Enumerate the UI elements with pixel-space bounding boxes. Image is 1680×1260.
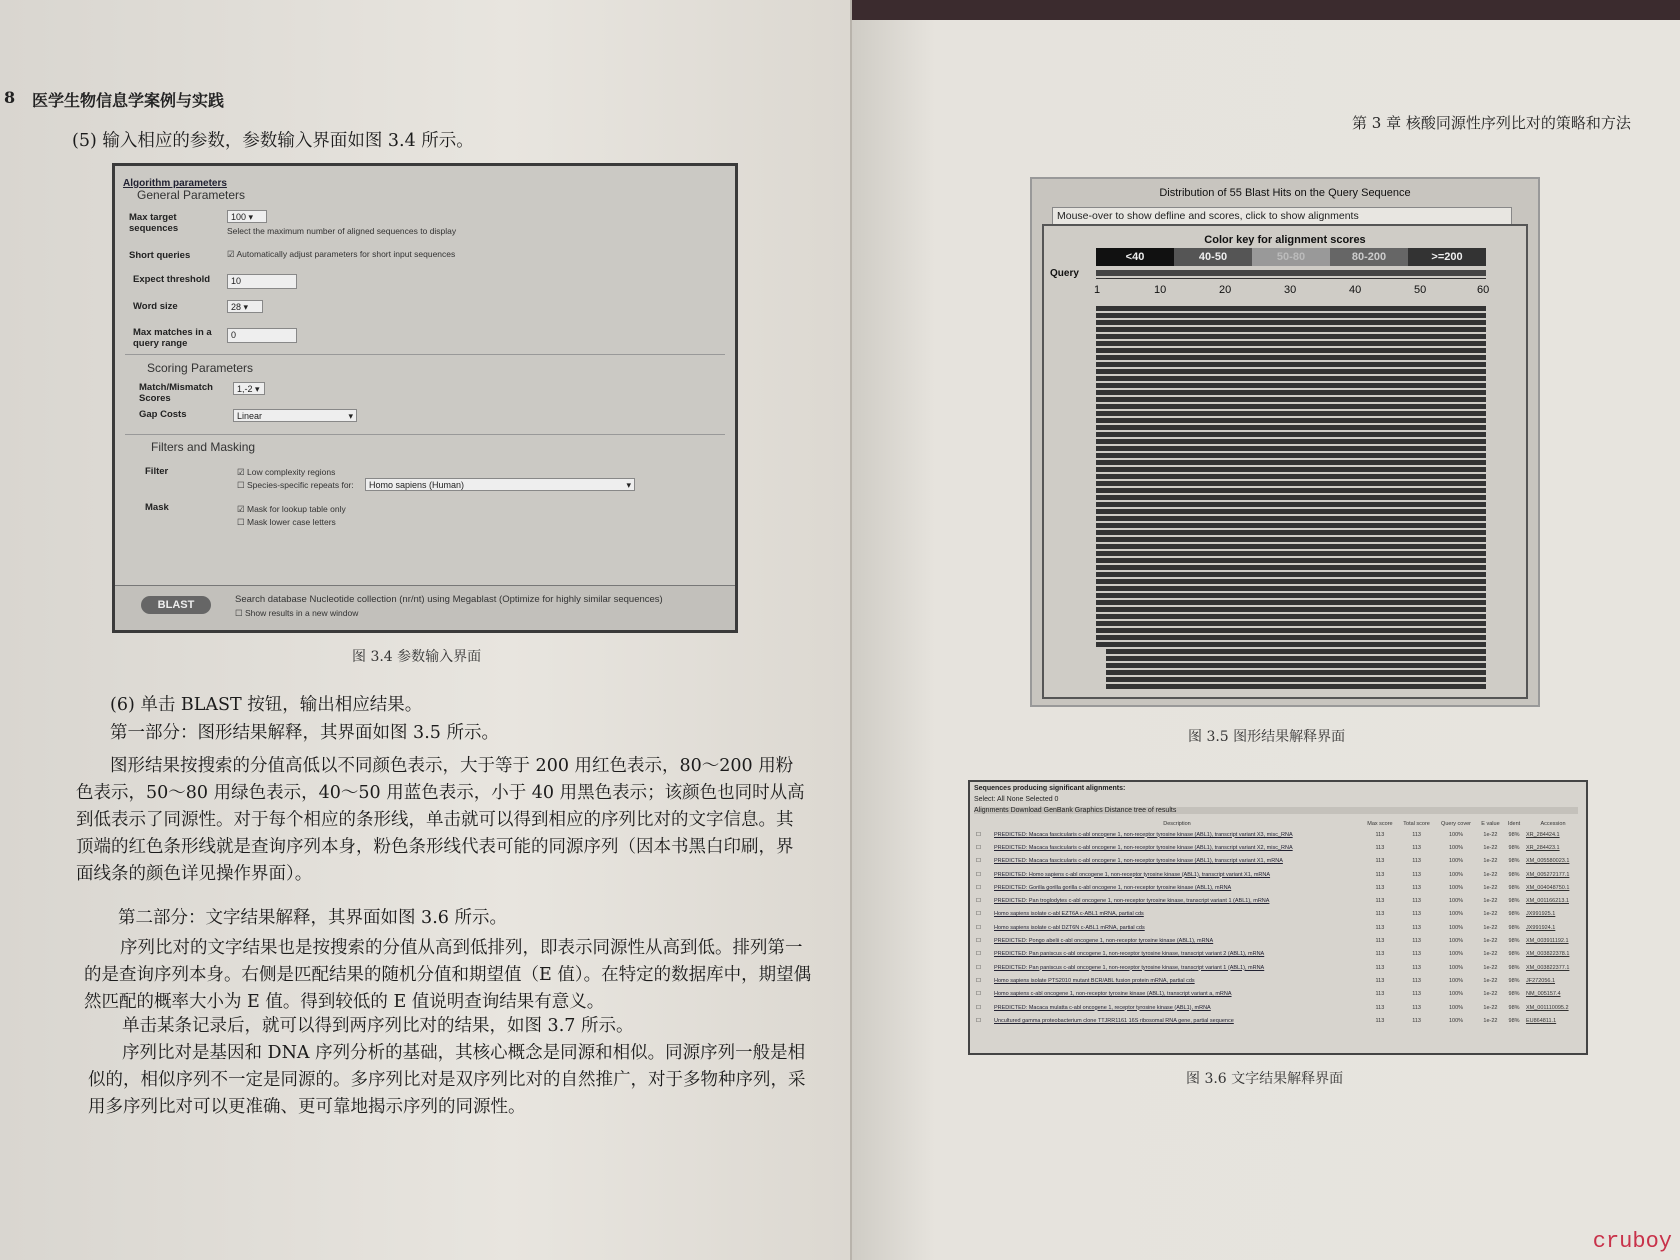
row-checkbox[interactable]: ☐ [976, 871, 981, 878]
row-checkbox[interactable]: ☐ [976, 884, 981, 891]
hit-bar[interactable] [1096, 306, 1486, 311]
hit-bar[interactable] [1096, 509, 1486, 514]
hit-bar[interactable] [1096, 397, 1486, 402]
table-cell: 113 [1375, 991, 1385, 998]
table-row[interactable] [974, 828, 1582, 841]
table-cell: 98% [1508, 831, 1520, 838]
query-label: Query [1050, 268, 1079, 279]
hit-bar[interactable] [1096, 495, 1486, 500]
hit-bar[interactable] [1096, 362, 1486, 367]
hit-bar[interactable] [1096, 565, 1486, 570]
row-checkbox[interactable]: ☐ [976, 964, 981, 971]
mask-lowercase-checkbox[interactable]: ☐ Mask lower case letters [237, 517, 336, 527]
hit-bar[interactable] [1096, 341, 1486, 346]
description-link[interactable]: PREDICTED: Pan paniscus c-abl oncogene 1, non-receptor tyrosine kinase, transcript variant 1 (ABL1), mRNA [994, 964, 1265, 971]
table-cell: 100% [1449, 1017, 1464, 1024]
description-link[interactable]: PREDICTED: Pan troglodytes c-abl oncogene 1, non-receptor tyrosine kinase, transcript variant 1 (ABL1), mRNA [994, 898, 1270, 905]
color-key-title: Color key for alignment scores [1204, 234, 1366, 246]
table-row[interactable] [974, 868, 1582, 881]
table-cell: 113 [1412, 938, 1421, 945]
table-cell: 113 [1412, 911, 1421, 918]
word-size-label: Word size [133, 301, 178, 312]
table-cell: 1e-22 [1483, 831, 1498, 838]
description-link[interactable]: PREDICTED: Macaca fascicularis c-abl oncogene 1, non-receptor tyrosine kinase (ABL1), transcript variant X2, misc_RNA [994, 844, 1293, 851]
word-size-select[interactable]: 28 ▾ [227, 300, 263, 313]
table-cell: 100% [1449, 871, 1464, 878]
hit-bar[interactable] [1096, 327, 1486, 332]
algorithm-parameters-header[interactable]: Algorithm parameters [123, 178, 227, 189]
tick-label: 10 [1154, 284, 1167, 296]
table-cell: 113 [1412, 884, 1421, 891]
table-cell: 100% [1449, 884, 1464, 891]
hit-bar[interactable] [1096, 439, 1486, 444]
row-checkbox[interactable]: ☐ [976, 951, 981, 958]
hit-bar[interactable] [1096, 411, 1486, 416]
table-row[interactable] [974, 961, 1582, 974]
hit-bar[interactable] [1096, 537, 1486, 542]
part1-text: 第一部分：图形结果解释，其界面如图 3.5 所示。 [110, 723, 499, 743]
table-cell: 113 [1412, 831, 1421, 838]
hit-bar[interactable] [1096, 432, 1486, 437]
species-repeats-checkbox[interactable]: ☐ Species-specific repeats for: [237, 480, 354, 490]
table-row[interactable] [974, 881, 1582, 894]
search-database-text: Search database Nucleotide collection (nr/nt) using Megablast (Optimize for highly similar sequences) [235, 594, 663, 605]
table-cell: 113 [1375, 858, 1385, 865]
table-cell: 113 [1412, 924, 1421, 931]
table-row[interactable] [974, 855, 1582, 868]
hit-bar[interactable] [1096, 453, 1486, 458]
row-checkbox[interactable]: ☐ [976, 1004, 981, 1011]
part2-text: 第二部分：文字结果解释，其界面如图 3.6 所示。 [118, 908, 507, 928]
hit-bar[interactable] [1096, 383, 1486, 388]
table-row[interactable] [974, 934, 1582, 947]
hit-bar[interactable] [1096, 369, 1486, 374]
table-row[interactable] [974, 894, 1582, 907]
select-line[interactable]: Select: All None Selected 0 [974, 796, 1059, 803]
figure-3-5-caption: 图 3.5 图形结果解释界面 [1188, 729, 1346, 745]
hit-bar[interactable] [1096, 418, 1486, 423]
table-cell: 100% [1449, 938, 1464, 945]
step6-text: (6) 单击 BLAST 按钮，输出相应结果。 [110, 695, 423, 715]
new-window-checkbox[interactable]: ☐ Show results in a new window [235, 608, 359, 618]
table-cell: 98% [1508, 858, 1520, 865]
table-cell: 113 [1412, 951, 1421, 958]
hit-bar[interactable] [1096, 376, 1486, 381]
description-link[interactable]: PREDICTED: Gorilla gorilla gorilla c-abl oncogene 1, non-receptor tyrosine kinase (ABL1), mRNA [994, 884, 1232, 891]
mouseover-hint: Mouse-over to show defline and scores, click to show alignments [1052, 207, 1512, 225]
hit-bar[interactable] [1096, 572, 1486, 577]
filter-label: Filter [145, 466, 169, 477]
hit-bar[interactable] [1106, 677, 1486, 682]
page-number: 8 [4, 88, 16, 107]
low-complexity-checkbox[interactable]: ☑ Low complexity regions [237, 467, 336, 477]
table-cell: 113 [1375, 898, 1385, 905]
description-link[interactable]: PREDICTED: Macaca fascicularis c-abl oncogene 1, non-receptor tyrosine kinase (ABL1), transcript variant X3, misc_RNA [994, 831, 1293, 838]
accession-link[interactable]: XM_005580023.1 [1525, 858, 1570, 865]
table-cell: 98% [1508, 911, 1520, 918]
row-checkbox[interactable]: ☐ [976, 831, 981, 838]
hit-bar[interactable] [1096, 635, 1486, 640]
scoring-parameters-title: Scoring Parameters [147, 361, 254, 375]
description-link[interactable]: Uncultured gamma proteobacterium clone TTJRR1161 16S ribosomal RNA gene, partial sequence [994, 1017, 1234, 1024]
max-target-select[interactable]: 100 ▾ [227, 210, 267, 223]
table-cell: 1e-22 [1483, 951, 1498, 958]
table-cell: 113 [1412, 898, 1421, 905]
row-checkbox[interactable]: ☐ [976, 844, 981, 851]
step5-text: (5) 输入相应的参数，参数输入界面如图 3.4 所示。 [72, 131, 474, 151]
table-cell: 113 [1375, 977, 1385, 984]
table-cell: 100% [1449, 991, 1464, 998]
hit-bar[interactable] [1096, 544, 1486, 549]
divider [125, 434, 725, 435]
table-cell: 113 [1412, 991, 1421, 998]
description-link[interactable]: PREDICTED: Pongo abelii c-abl oncogene 1, non-receptor tyrosine kinase (ABL1), mRNA [994, 938, 1214, 945]
table-cell: 1e-22 [1483, 1004, 1498, 1011]
table-row[interactable] [974, 841, 1582, 854]
accession-link[interactable]: XM_003822377.1 [1525, 964, 1570, 971]
hit-bar[interactable] [1096, 516, 1486, 521]
table-cell: 1e-22 [1483, 871, 1498, 878]
hit-bar[interactable] [1096, 474, 1486, 479]
col-ident: Ident [1507, 821, 1521, 827]
tick-label: 30 [1284, 284, 1297, 296]
mask-label: Mask [145, 502, 169, 513]
tick-label: 50 [1414, 284, 1427, 296]
table-cell: 113 [1375, 938, 1385, 945]
hit-bar[interactable] [1096, 355, 1486, 360]
accession-link[interactable]: XM_001166213.1 [1525, 898, 1569, 905]
accession-link[interactable]: XM_003911192.1 [1525, 938, 1569, 945]
hit-bar[interactable] [1106, 670, 1486, 675]
hit-bar[interactable] [1096, 404, 1486, 409]
col-query-cover: Query cover [1441, 821, 1472, 827]
para4-text: 序列比对是基因和 DNA 序列分析的基础，其核心概念是同源和相似。同源序列一般是相似的，相似序列不一定是同源的。多序列比对是双序列比对的自然推广，对于多物种序列，采用多序列比对可以更准确、更可靠地揭示序列的同源性。 [88, 1043, 806, 1117]
table-cell: 113 [1412, 871, 1421, 878]
max-target-label: Max target sequences [129, 212, 179, 234]
description-link[interactable]: Homo sapiens isolate PTS2010 mutant BCR/ABL fusion protein mRNA, partial cds [994, 977, 1195, 984]
accession-link[interactable]: JX991925.1 [1525, 911, 1556, 918]
table-cell: 98% [1508, 844, 1520, 851]
table-row[interactable] [974, 1001, 1582, 1014]
table-cell: 1e-22 [1483, 964, 1498, 971]
match-mismatch-select[interactable]: 1,-2 ▾ [233, 382, 265, 395]
hit-bar[interactable] [1096, 320, 1486, 325]
match-mismatch-label: Match/Mismatch Scores [139, 382, 213, 404]
figure-3-6-caption: 图 3.6 文字结果解释界面 [1186, 1071, 1344, 1087]
para1-text: 图形结果按搜索的分值高低以不同颜色表示，大于等于 200 用红色表示，80～200 用粉色表示，50～80 用绿色表示，40～50 用蓝色表示，小于 40 用黑色表示；该颜色也同时从高到低表示了同源性。对于每个相应的条形线，单击就可以得到相应的序列比对的文字信息。其顶端的红色条形线就是查询序列本身，粉色条形线代表可能的同源序列（因本书黑白印刷，界面线条的颜色详见操作界面）。 [76, 756, 805, 884]
col-e-value: E value [1481, 821, 1500, 827]
accession-link[interactable]: JX991924.1 [1525, 924, 1556, 931]
accession-link[interactable]: XR_284424.1 [1525, 831, 1560, 838]
key-gte200: >=200 [1408, 248, 1486, 266]
hit-bar[interactable] [1096, 390, 1486, 395]
table-row[interactable] [974, 948, 1582, 961]
table-cell: 98% [1508, 924, 1520, 931]
col-accession: Accession [1540, 821, 1566, 827]
table-cell: 113 [1375, 951, 1385, 958]
description-link[interactable]: Homo sapiens c-abl oncogene 1, non-receptor tyrosine kinase (ABL1), transcript variant a, mRNA [994, 991, 1232, 998]
species-select[interactable]: Homo sapiens (Human) ▾ [365, 478, 635, 491]
table-row[interactable] [974, 908, 1582, 921]
table-row[interactable] [974, 1014, 1582, 1027]
results-toolbar[interactable]: Alignments Download GenBank Graphics Distance tree of results [974, 807, 1578, 814]
hit-bar[interactable] [1096, 579, 1486, 584]
table-cell: 113 [1375, 871, 1385, 878]
row-checkbox[interactable]: ☐ [976, 1017, 981, 1024]
expect-threshold-label: Expect threshold [133, 274, 211, 285]
hit-bar[interactable] [1096, 313, 1486, 318]
table-cell: 1e-22 [1483, 898, 1498, 905]
hit-bar[interactable] [1096, 551, 1486, 556]
description-link[interactable]: PREDICTED: Macaca mulatta c-abl oncogene 1, receptor tyrosine kinase (ABL1), mRNA [994, 1004, 1211, 1011]
table-cell: 100% [1449, 924, 1464, 931]
table-cell: 1e-22 [1483, 1017, 1498, 1024]
distribution-title: Distribution of 55 Blast Hits on the Query Sequence [1159, 187, 1411, 199]
hit-bar[interactable] [1096, 600, 1486, 605]
key-50-80: 50-80 [1252, 248, 1330, 266]
accession-link[interactable]: EU864811.1 [1525, 1017, 1557, 1024]
short-queries-checkbox[interactable]: ☑ Automatically adjust parameters for short input sequences [227, 249, 456, 259]
accession-link[interactable]: XM_001110095.2 [1525, 1004, 1569, 1011]
table-cell: 98% [1508, 938, 1520, 945]
running-head-left: 医学生物信息学案例与实践 [32, 91, 225, 110]
algorithm-parameters-figure [112, 163, 738, 633]
description-link[interactable]: PREDICTED: Homo sapiens c-abl oncogene 1, non-receptor tyrosine kinase (ABL1), transcript variant X1, mRNA [994, 871, 1271, 878]
gap-costs-select[interactable]: Linear ▾ [233, 409, 357, 422]
row-checkbox[interactable]: ☐ [976, 938, 981, 945]
table-cell: 100% [1449, 831, 1464, 838]
row-checkbox[interactable]: ☐ [976, 898, 981, 905]
blast-hits-distribution-figure [1030, 177, 1540, 707]
col-description: Description [1163, 821, 1191, 827]
tick-label: 1 [1094, 284, 1101, 296]
table-cell: 113 [1412, 844, 1421, 851]
table-cell: 1e-22 [1483, 924, 1498, 931]
row-checkbox[interactable]: ☐ [976, 991, 981, 998]
hit-graphic-panel [1042, 224, 1528, 699]
table-cell: 100% [1449, 911, 1464, 918]
row-checkbox[interactable]: ☐ [976, 858, 981, 865]
axis-line [1096, 278, 1486, 279]
hit-bar[interactable] [1096, 628, 1486, 633]
hit-bar[interactable] [1096, 334, 1486, 339]
hit-bar[interactable] [1106, 649, 1486, 654]
accession-link[interactable]: XM_005272177.1 [1525, 871, 1570, 878]
filters-masking-title: Filters and Masking [151, 440, 256, 454]
gap-costs-label: Gap Costs [139, 409, 187, 420]
accession-link[interactable]: XM_003822378.1 [1525, 951, 1570, 958]
table-cell: 100% [1449, 898, 1464, 905]
table-cell: 1e-22 [1483, 938, 1498, 945]
table-cell: 113 [1375, 911, 1385, 918]
table-cell: 98% [1508, 951, 1520, 958]
table-cell: 113 [1375, 1004, 1385, 1011]
table-cell: 113 [1375, 1017, 1385, 1024]
table-cell: 100% [1449, 858, 1464, 865]
table-cell: 113 [1375, 844, 1385, 851]
key-40-50: 40-50 [1174, 248, 1252, 266]
blast-submit-bar [115, 585, 735, 630]
table-cell: 98% [1508, 991, 1520, 998]
accession-link[interactable]: JF272056.1 [1525, 977, 1556, 984]
alignments-title: Sequences producing significant alignments: [974, 785, 1126, 792]
table-cell: 113 [1412, 964, 1421, 971]
col-total-score: Total score [1403, 821, 1430, 827]
general-parameters-title: General Parameters [137, 188, 246, 202]
hit-bar[interactable] [1096, 488, 1486, 493]
table-cell: 100% [1449, 964, 1464, 971]
description-link[interactable]: PREDICTED: Pan paniscus c-abl oncogene 1, non-receptor tyrosine kinase, transcript variant 2 (ABL1), mRNA [994, 951, 1265, 958]
max-target-note: Select the maximum number of aligned sequences to display [227, 226, 457, 236]
tick-label: 20 [1219, 284, 1232, 296]
table-cell: 113 [1375, 964, 1385, 971]
table-cell: 98% [1508, 977, 1520, 984]
table-cell: 113 [1412, 977, 1421, 984]
table-cell: 1e-22 [1483, 991, 1498, 998]
tick-label: 40 [1349, 284, 1362, 296]
query-bar[interactable] [1096, 270, 1486, 276]
hit-bar[interactable] [1096, 460, 1486, 465]
accession-link[interactable]: NM_005157.4 [1525, 991, 1561, 998]
hit-bar[interactable] [1096, 586, 1486, 591]
hit-bar[interactable] [1096, 621, 1486, 626]
table-cell: 1e-22 [1483, 858, 1498, 865]
table-cell: 113 [1412, 858, 1421, 865]
table-cell: 98% [1508, 884, 1520, 891]
row-checkbox[interactable]: ☐ [976, 977, 981, 984]
table-cell: 100% [1449, 1004, 1464, 1011]
hit-bar[interactable] [1096, 530, 1486, 535]
hit-bar[interactable] [1096, 593, 1486, 598]
table-cell: 1e-22 [1483, 911, 1498, 918]
row-checkbox[interactable]: ☐ [976, 924, 981, 931]
table-cell: 113 [1412, 1017, 1421, 1024]
watermark-text: cruboy [1592, 1229, 1672, 1254]
mask-lookup-checkbox[interactable]: ☑ Mask for lookup table only [237, 504, 346, 514]
col-max-score: Max score [1367, 821, 1393, 827]
hit-bar[interactable] [1096, 502, 1486, 507]
hit-bar[interactable] [1096, 348, 1486, 353]
table-cell: 113 [1375, 924, 1385, 931]
max-matches-label: Max matches in a query range [133, 327, 212, 349]
running-head-right: 第 3 章 核酸同源性序列比对的策略和方法 [1352, 114, 1631, 132]
table-cell: 113 [1375, 831, 1385, 838]
alignments-table [974, 820, 1582, 1027]
hit-bar[interactable] [1106, 656, 1486, 661]
table-row[interactable] [974, 988, 1582, 1001]
table-cell: 98% [1508, 871, 1520, 878]
table-cell: 98% [1508, 1004, 1520, 1011]
hit-bar[interactable] [1096, 446, 1486, 451]
tick-label: 60 [1477, 284, 1490, 296]
table-cell: 98% [1508, 964, 1520, 971]
hit-bar[interactable] [1096, 607, 1486, 612]
alignments-body [974, 828, 1582, 1027]
key-lt40: <40 [1096, 248, 1174, 266]
table-cell: 98% [1508, 898, 1520, 905]
hit-bar[interactable] [1096, 523, 1486, 528]
figure-3-4-caption: 图 3.4 参数输入界面 [352, 649, 482, 665]
table-cell: 98% [1508, 1017, 1520, 1024]
table-cell: 113 [1375, 884, 1385, 891]
para3-text: 单击某条记录后，就可以得到两序列比对的结果，如图 3.7 所示。 [122, 1016, 634, 1036]
table-cell: 100% [1449, 844, 1464, 851]
expect-threshold-input[interactable]: 10 [227, 274, 297, 289]
description-link[interactable]: Homo sapiens isolate c-abl DZT6N c-ABL1 mRNA, partial cds [994, 924, 1145, 931]
table-cell: 1e-22 [1483, 844, 1498, 851]
max-matches-input[interactable]: 0 [227, 328, 297, 343]
hit-bar[interactable] [1096, 425, 1486, 430]
divider [125, 354, 725, 355]
hit-bar[interactable] [1096, 642, 1486, 647]
hit-bar[interactable] [1096, 481, 1486, 486]
table-cell: 1e-22 [1483, 884, 1498, 891]
para2-text: 序列比对的文字结果也是按搜索的分值从高到低排列，即表示同源性从高到低。排列第一的是查询序列本身。右侧是匹配结果的随机分值和期望值（E 值）。在特定的数据库中，期望偶然匹配的概率大小为 E 值。得到较低的 E 值说明查询结果有意义。 [84, 938, 812, 1012]
accession-link[interactable]: XR_284423.1 [1525, 844, 1560, 851]
key-80-200: 80-200 [1330, 248, 1408, 266]
short-queries-label: Short queries [129, 250, 191, 261]
table-cell: 100% [1449, 951, 1464, 958]
hit-bar[interactable] [1096, 467, 1486, 472]
table-cell: 1e-22 [1483, 977, 1498, 984]
table-row[interactable] [974, 921, 1582, 934]
table-row[interactable] [974, 974, 1582, 987]
hit-bar[interactable] [1106, 663, 1486, 668]
hit-bar[interactable] [1106, 684, 1486, 689]
accession-link[interactable]: XM_004048750.1 [1525, 884, 1570, 891]
table-cell: 113 [1412, 1004, 1421, 1011]
blast-button[interactable]: BLAST [141, 596, 211, 614]
description-link[interactable]: Homo sapiens isolate c-abl EZT6A c-ABL1 mRNA, partial cds [994, 911, 1144, 918]
description-link[interactable]: PREDICTED: Macaca fascicularis c-abl oncogene 1, non-receptor tyrosine kinase (ABL1), transcript variant X1, mRNA [994, 858, 1283, 865]
significant-alignments-figure [968, 780, 1588, 1055]
hit-bar[interactable] [1096, 614, 1486, 619]
table-cell: 100% [1449, 977, 1464, 984]
row-checkbox[interactable]: ☐ [976, 911, 981, 918]
hit-bar[interactable] [1096, 558, 1486, 563]
